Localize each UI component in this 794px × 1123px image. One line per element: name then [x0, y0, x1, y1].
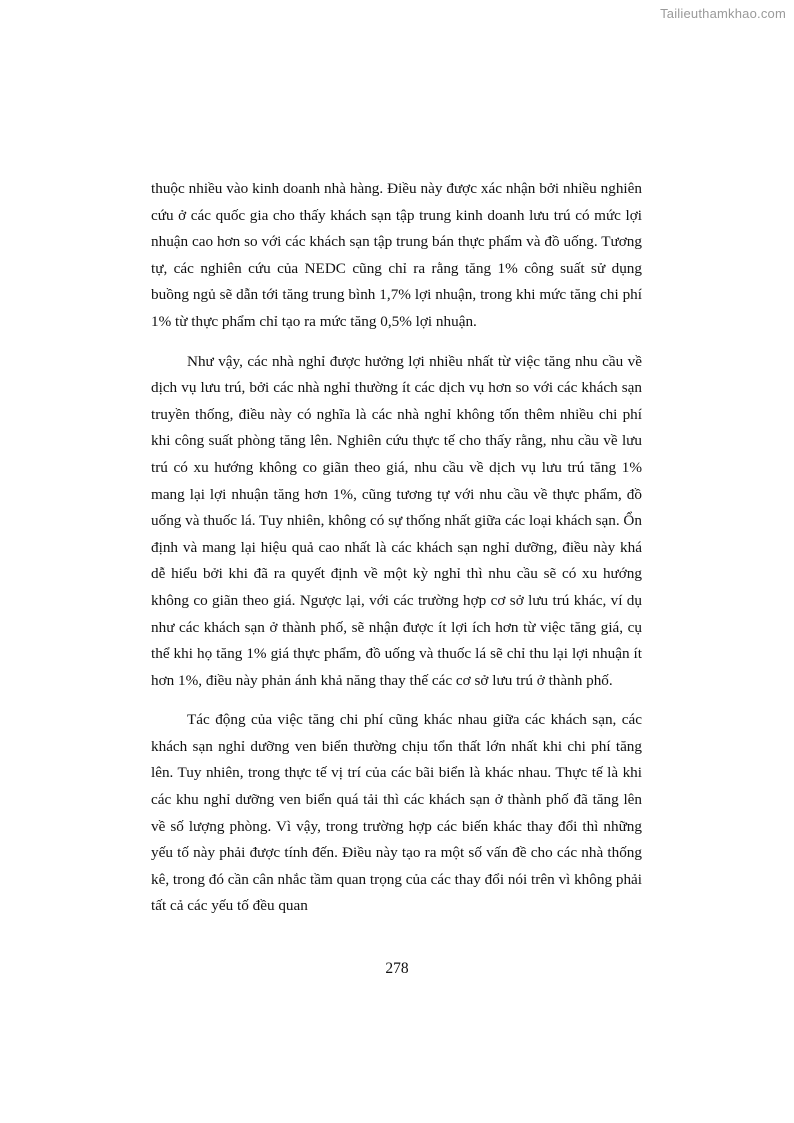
watermark-text: Tailieuthamkhao.com	[660, 6, 786, 21]
document-body	[151, 176, 642, 933]
paragraph-cost-impact: Tác động của việc tăng chi phí cũng khác nhau giữa các khách sạn, các khách sạn nghỉ dưỡng ven biển thường chịu tổn thất lớn nhất khi chi phí tăng lên. Tuy nhiên, trong thực tế vị trí của các bãi biển là khác nhau. Thực tế là khi các khu nghỉ dưỡng ven biển quá tải thì các khách sạn ở thành phố đã tăng lên về số lượng phòng. Vì vậy, trong trường hợp các biến khác thay đổi thì những yếu tố này phải được tính đến. Điều này tạo ra một số vấn đề cho các nhà thống kê, trong đó cần cân nhắc tầm quan trọng của các thay đổi nói trên vì không phải tất cả các yếu tố đều quan	[151, 711, 642, 915]
paragraph-motels: Như vậy, các nhà nghỉ được hưởng lợi nhiều nhất từ việc tăng nhu cầu về dịch vụ lưu trú, bởi các nhà nghỉ thường ít các dịch vụ hơn so với các khách sạn truyền thống, điều này có nghĩa là các nhà nghỉ không tốn thêm nhiều chi phí khi công suất phòng tăng lên. Nghiên cứu thực tế cho thấy rằng, nhu cầu về lưu trú có xu hướng không co giãn theo giá, nhu cầu về dịch vụ lưu trú tăng 1% mang lại lợi nhuận tăng hơn 1%, cũng tương tự với nhu cầu về thực phẩm, đồ uống và thuốc lá. Tuy nhiên, không có sự thống nhất giữa các loại khách sạn. Ổn định và mang lại hiệu quả cao nhất là các khách sạn nghỉ dưỡng, điều này khá dễ hiểu bởi khi đã ra quyết định về một kỳ nghỉ thì nhu cầu sẽ có xu hướng không co giãn theo giá. Ngược lại, với các trường hợp cơ sở lưu trú khác, ví dụ như các khách sạn ở thành phố, sẽ nhận được ít lợi ích hơn từ việc tăng giá, cụ thể khi họ tăng 1% giá thực phẩm, đồ uống và thuốc lá sẽ chỉ thu lại lợi nhuận ít hơn 1%, điều này phản ánh khả năng thay thế các cơ sở lưu trú ở thành phố.	[151, 352, 642, 689]
page-number: 278	[385, 960, 409, 977]
paragraph-continued: thuộc nhiều vào kinh doanh nhà hàng. Điều này được xác nhận bởi nhiều nghiên cứu ở các quốc gia cho thấy khách sạn tập trung kinh doanh lưu trú có mức lợi nhuận cao hơn so với các khách sạn tập trung bán thực phẩm và đồ uống. Tương tự, các nghiên cứu của NEDC cũng chỉ ra rằng tăng 1% công suất sử dụng buồng ngủ sẽ dẫn tới tăng trung bình 1,7% lợi nhuận, trong khi mức tăng chi phí 1% từ thực phẩm chỉ tạo ra mức tăng 0,5% lợi nhuận.	[151, 180, 642, 330]
